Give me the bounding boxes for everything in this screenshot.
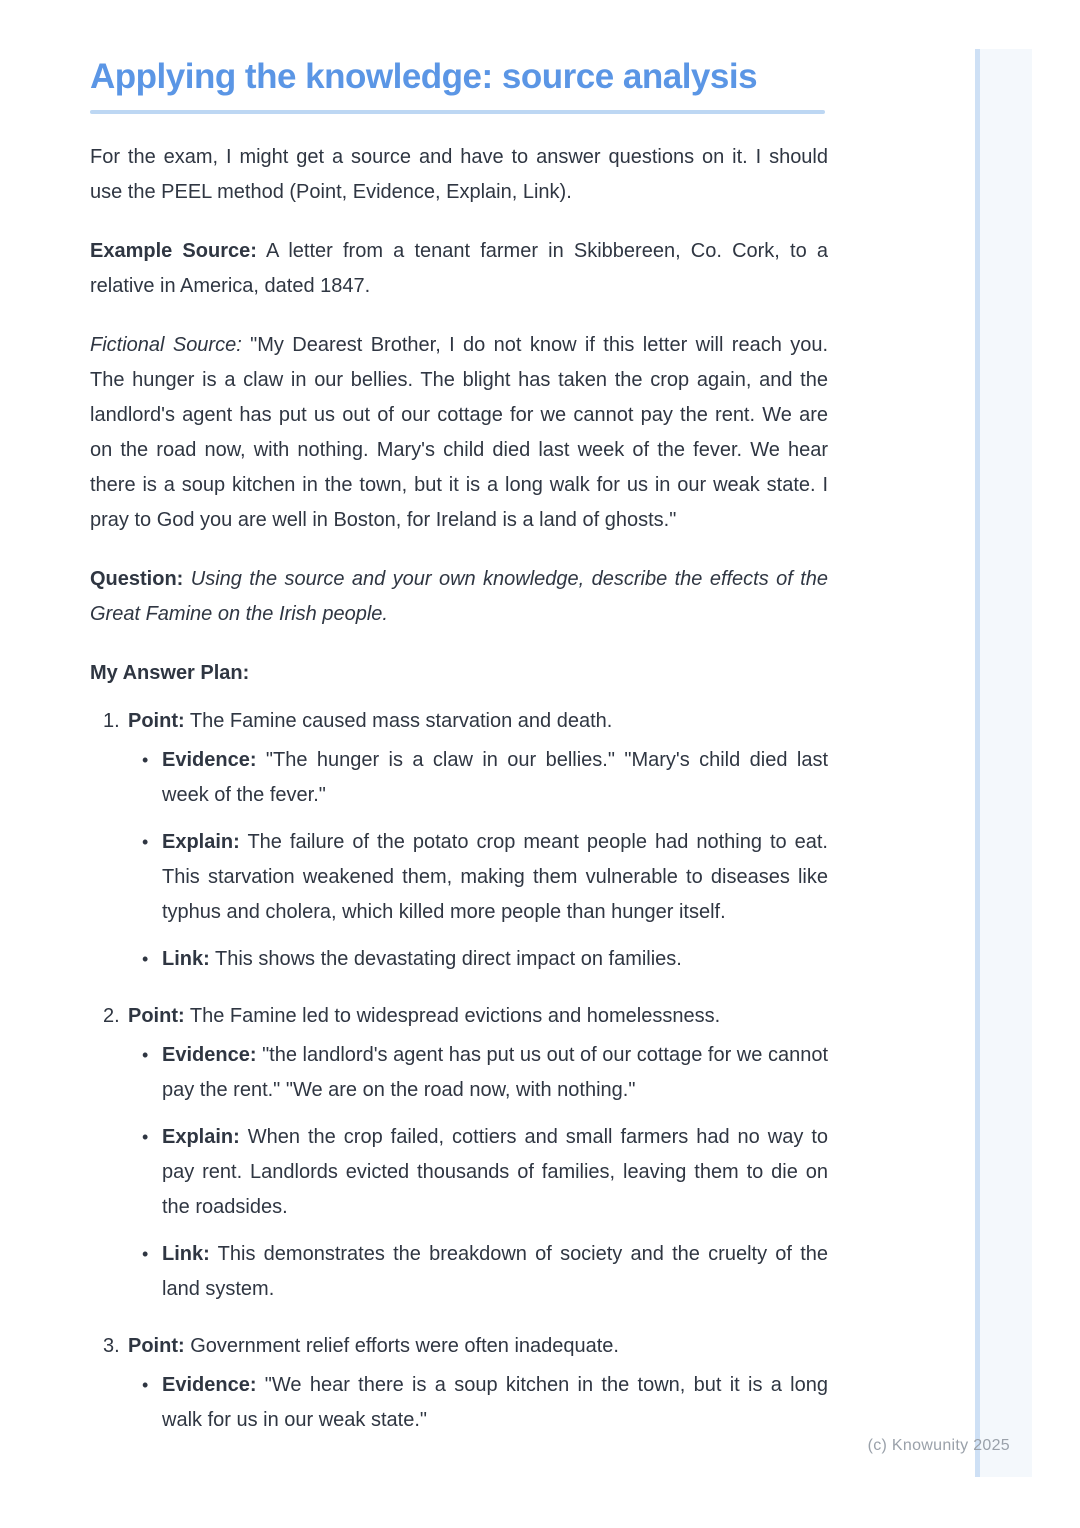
bullet-icon: • (142, 949, 149, 969)
sub-item-evidence (128, 1038, 828, 1108)
answer-plan-heading: My Answer Plan: (90, 662, 250, 684)
sub-item-evidence (128, 743, 828, 813)
answer-plan-list (90, 704, 828, 1438)
plan-item-body (128, 999, 828, 1307)
sub-item-label: Evidence: (162, 1044, 257, 1066)
example-source-label: Example Source: (90, 240, 257, 262)
sub-item-explain (128, 1120, 828, 1225)
sub-bullet-list (128, 1368, 828, 1438)
sub-item-text: This shows the devastating direct impact on families. (214, 948, 682, 970)
point-text: Government relief efforts were often inadequate. (190, 1335, 619, 1357)
sub-item-link (128, 942, 828, 977)
point-text: The Famine led to widespread evictions and homelessness. (189, 1005, 721, 1027)
question-label: Question: (90, 568, 184, 590)
bullet-icon: • (142, 1244, 149, 1264)
point-line (128, 999, 828, 1034)
bullet-icon: • (142, 832, 149, 852)
list-item-number: 2. (103, 1005, 120, 1027)
sub-item-text: "the landlord's agent has put us out of our cottage for we cannot pay the rent." "We are on the road now, with nothing." (162, 1044, 828, 1101)
plan-item-body (128, 1329, 828, 1438)
sub-item-label: Explain: (162, 1126, 240, 1148)
sub-item-label: Evidence: (162, 1374, 257, 1396)
bullet-icon: • (142, 1045, 149, 1065)
sub-bullet-list (128, 1038, 828, 1307)
sub-item-label: Link: (162, 948, 210, 970)
sub-item-text: This demonstrates the breakdown of society and the cruelty of the land system. (162, 1243, 828, 1300)
sub-item-body (162, 942, 828, 977)
title-underline (90, 110, 825, 114)
point-label: Point: (128, 710, 185, 732)
document-content (90, 0, 828, 1438)
list-item-number: 3. (103, 1335, 120, 1357)
sub-item-evidence (128, 1368, 828, 1438)
question-text: Using the source and your own knowledge, describe the effects of the Great Famine on the Irish people. (90, 568, 829, 625)
example-source-text: A letter from a tenant farmer in Skibbereen, Co. Cork, to a relative in America, dated 1847. (90, 240, 828, 297)
sub-item-body (162, 1038, 828, 1108)
page-title: Applying the knowledge: source analysis (90, 57, 758, 96)
fictional-source-text: "My Dearest Brother, I do not know if this letter will reach you. The hunger is a claw in our bellies. The blight has taken the crop again, and the landlord's agent has put us out of our cottage for we cannot pay the rent. We are on the road now, with nothing. Mary's child died last week of the fever. We hear there is a soup kitchen in the town, but it is a long walk for us in our weak state. I pray to God you are well in Boston, for Ireland is a land of ghosts." (90, 334, 828, 531)
plan-item-3 (90, 1329, 828, 1438)
sub-item-explain (128, 825, 828, 930)
plan-item-1 (90, 704, 828, 977)
sub-item-text: "We hear there is a soup kitchen in the town, but it is a long walk for us in our weak state." (162, 1374, 828, 1431)
point-label: Point: (128, 1335, 185, 1357)
point-label: Point: (128, 1005, 185, 1027)
sub-item-text: When the crop failed, cottiers and small farmers had no way to pay rent. Landlords evicted thousands of families, leaving them to die on the roadsides. (162, 1126, 829, 1218)
plan-item-body (128, 704, 828, 977)
point-line (128, 704, 828, 739)
sub-item-link (128, 1237, 828, 1307)
sub-item-body (162, 1368, 828, 1438)
sub-item-body (162, 1237, 828, 1307)
sub-item-body (162, 825, 828, 930)
point-text: The Famine caused mass starvation and death. (189, 710, 613, 732)
copyright-footer: (c) Knowunity 2025 (867, 1437, 1010, 1454)
list-item-number: 1. (103, 710, 120, 732)
sub-item-label: Evidence: (162, 749, 257, 771)
intro-text: For the exam, I might get a source and have to answer questions on it. I should use the PEEL method (Point, Evidence, Explain, Link). (90, 146, 828, 203)
point-line (128, 1329, 828, 1364)
example-source-paragraph (90, 234, 828, 304)
plan-item-2 (90, 999, 828, 1307)
sub-item-text: The failure of the potato crop meant people had nothing to eat. This starvation weakened them, making them vulnerable to diseases like typhus and cholera, which killed more people than hunger itself. (162, 831, 828, 923)
bullet-icon: • (142, 1375, 149, 1395)
sub-bullet-list (128, 743, 828, 977)
question-paragraph (90, 562, 828, 632)
sub-item-label: Link: (162, 1243, 210, 1265)
bullet-icon: • (142, 750, 149, 770)
sub-item-text: "The hunger is a claw in our bellies." "Mary's child died last week of the fever." (162, 749, 828, 806)
sub-item-label: Explain: (162, 831, 240, 853)
bullet-icon: • (142, 1127, 149, 1147)
page-edge-strip (975, 49, 1032, 1477)
sub-item-body (162, 743, 828, 813)
fictional-source-paragraph (90, 328, 828, 538)
intro-paragraph (90, 140, 828, 210)
fictional-source-label: Fictional Source: (90, 334, 242, 356)
sub-item-body (162, 1120, 828, 1225)
